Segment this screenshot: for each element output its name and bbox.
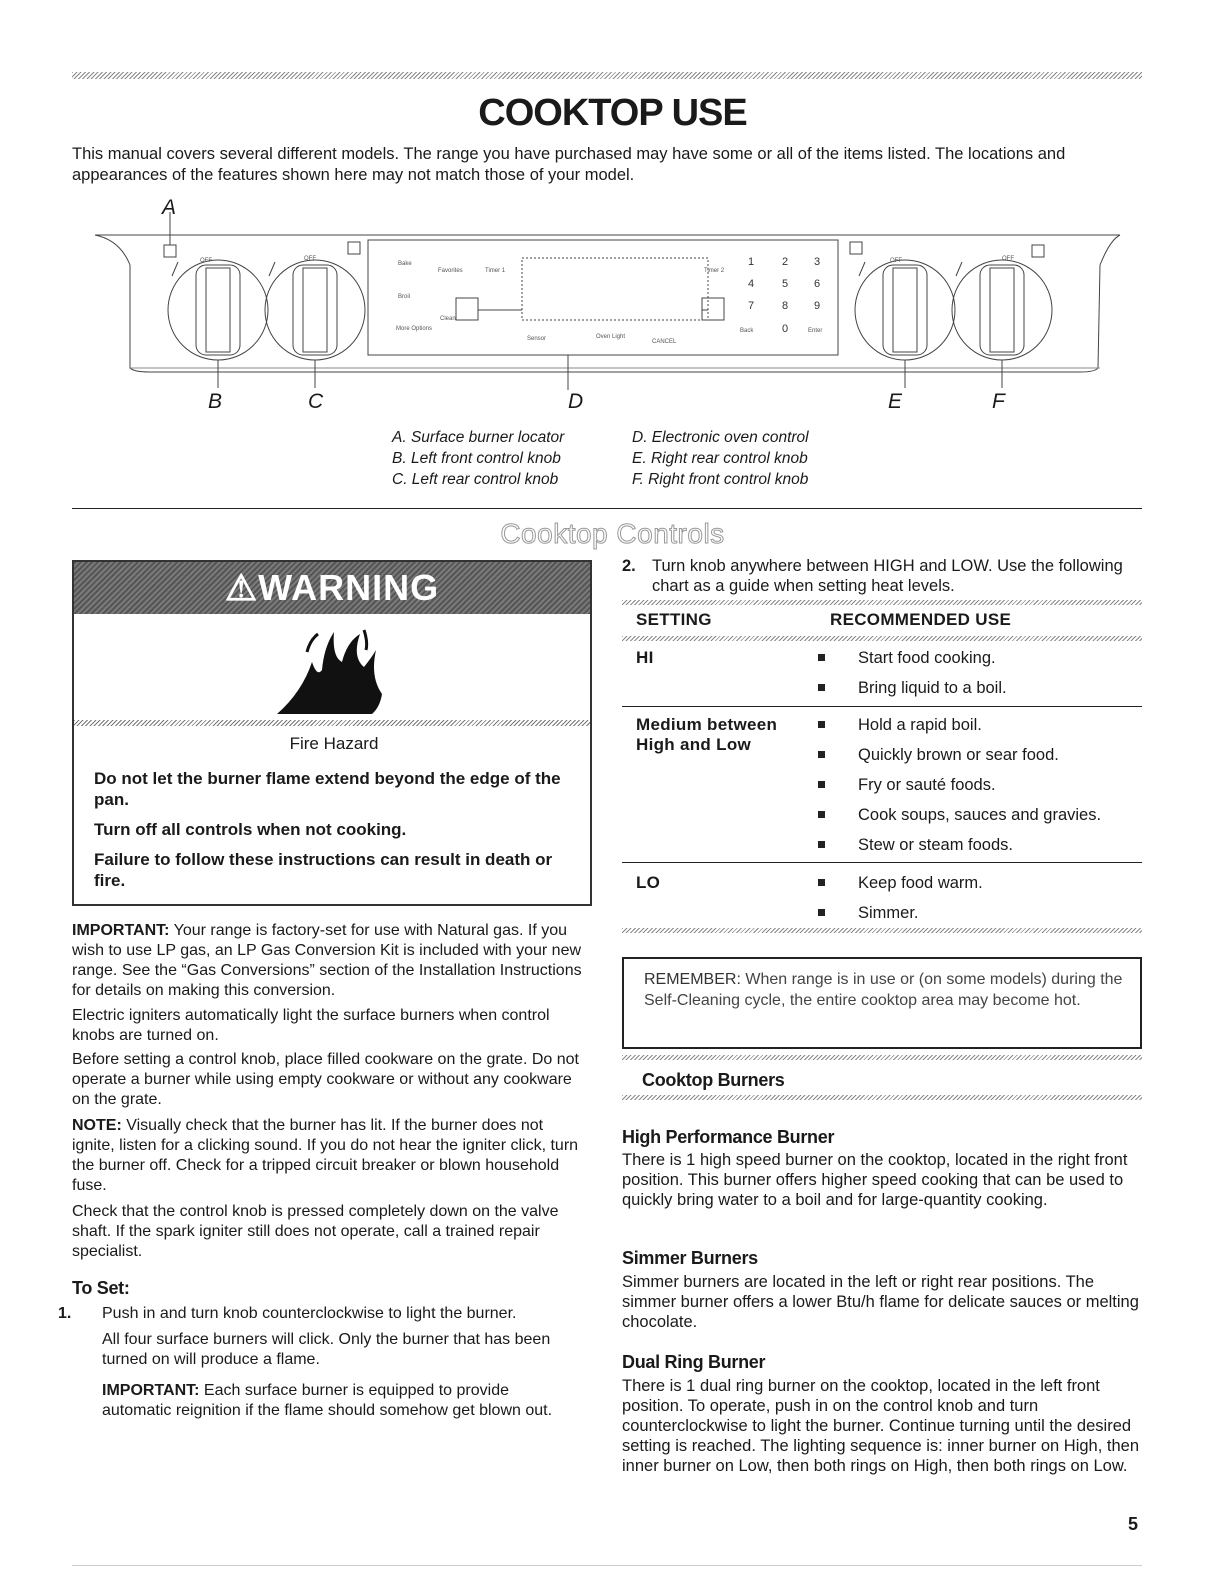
simmer-burners-heading: Simmer Burners [622, 1248, 758, 1268]
caption-b: B. Left front control knob [392, 450, 561, 467]
cancel-key: CANCEL [652, 339, 677, 345]
remember-text: When range is in use or (on some models) during the Self-Cleaning cycle, the entire cooktop area may become hot. [644, 971, 1123, 1009]
warning-triangle-icon: ⚠ [224, 567, 259, 608]
high-performance-text: There is 1 high speed burner on the cooktop, located in the right front position. This burner offers higher speed cooking that can be used to quickly bring water to a boil and for large-quantity cooking. [622, 1151, 1128, 1209]
warning-line: Turn off all controls when not cooking. [94, 820, 407, 839]
clean-key: Clean [440, 316, 456, 322]
warning-box [72, 560, 592, 906]
keypad-6: 6 [814, 278, 821, 290]
warning-divider [74, 720, 590, 726]
caption-f: F. Right front control knob [632, 471, 809, 488]
table-header-hatch [622, 636, 1142, 641]
oven-light-key: Oven Light [596, 334, 626, 340]
diagram-letter-d: D [568, 390, 584, 413]
control-panel-illustration [90, 190, 1125, 420]
simmer-burners-text: Simmer burners are located in the left or right rear positions. The simmer burner offers a lower Btu/h flame for delicate sauces or melting chocolate. [622, 1273, 1139, 1331]
table-row-rule [622, 862, 1142, 863]
caption-a: A. Surface burner locator [392, 429, 565, 446]
important-reignition-text: Each surface burner is equipped to provide automatic reignition if the flame should somehow get blown out. [102, 1382, 553, 1419]
dual-ring-heading: Dual Ring Burner [622, 1352, 766, 1372]
note-text: Visually check that the burner has lit. If the burner does not ignite, listen for a clicking sound. If you do not hear the igniter click, turn the burner off. Check for a tripped circuit breaker or blown household fuse. [72, 1117, 579, 1194]
burners-bottom-hatch [622, 1095, 1142, 1100]
timer2-key: Timer 2 [704, 268, 725, 274]
keypad-5: 5 [782, 278, 789, 290]
warning-subtitle: Fire Hazard [289, 734, 379, 753]
diagram-letter-c: C [308, 390, 324, 413]
page-number: 5 [1128, 1514, 1139, 1534]
caption-e: E. Right rear control knob [632, 450, 808, 467]
setting-column-header: SETTING [636, 610, 712, 629]
step-2-number: 2. [622, 557, 636, 575]
important-reignition-paragraph [102, 1381, 577, 1421]
section-title: Cooktop Controls [500, 518, 725, 549]
page-title: COOKTOP USE [478, 92, 747, 134]
warning-line: Failure to follow these instructions can result in death or fire. [94, 850, 553, 890]
enter-key: Enter [808, 328, 823, 334]
note-paragraph [72, 1116, 587, 1196]
broil-key: Broil [398, 294, 411, 300]
diagram-letter-b: B [208, 390, 223, 413]
step-1-number: 1. [58, 1305, 72, 1322]
step-1-subtext: All four surface burners will click. Only the burner that has been turned on will produce a flame. [102, 1331, 551, 1368]
important-label: IMPORTANT: [102, 1382, 200, 1399]
keypad-2: 2 [782, 256, 789, 268]
section-rule [72, 508, 1142, 509]
table-row-rule [622, 706, 1142, 707]
control-panel-diagram [90, 190, 1125, 420]
warning-line: Do not let the burner flame extend beyond the edge of the pan. [94, 769, 561, 809]
more-options-key: More Options [396, 326, 433, 332]
diagram-letter-f: F [992, 390, 1005, 413]
cooktop-burners-heading: Cooktop Burners [642, 1070, 785, 1090]
diagram-letter-a: A [162, 196, 177, 219]
favorites-key: Favorites [438, 268, 463, 274]
warning-body [94, 734, 574, 900]
intro-text: This manual covers several different models. The range you have purchased may have some or all of the items listed. The locations and appearances of the features shown here may not match those of your model. [72, 145, 1066, 184]
caption-d: D. Electronic oven control [632, 429, 809, 446]
knob-off-label: OFF [1002, 256, 1014, 262]
keypad-9: 9 [814, 300, 821, 312]
check-knob-paragraph: Check that the control knob is pressed completely down on the valve shaft. If the spark igniter still does not operate, call a trained repair specialist. [72, 1203, 559, 1260]
recommended-use-column-header: RECOMMENDED USE [830, 610, 1012, 629]
before-setting-paragraph: Before setting a control knob, place filled cookware on the grate. Do not operate a burner while using empty cookware or without any cookware on the grate. [72, 1051, 579, 1108]
diagram-letter-e: E [888, 390, 903, 413]
high-performance-heading: High Performance Burner [622, 1127, 835, 1147]
keypad-7: 7 [748, 300, 755, 312]
table-bottom-hatch [622, 928, 1142, 933]
step-1-text: Push in and turn knob counterclockwise to light the burner. [102, 1305, 517, 1322]
step-2-text: Turn knob anywhere between HIGH and LOW. Use the following chart as a guide when setting heat levels. [652, 557, 1123, 595]
knob-off-label: OFF [304, 256, 316, 262]
to-set-heading: To Set: [72, 1278, 130, 1298]
bake-key: Bake [398, 261, 412, 267]
keypad-8: 8 [782, 300, 789, 312]
caption-c: C. Left rear control knob [392, 471, 559, 488]
important-gas-text: Your range is factory-set for use with Natural gas. If you wish to use LP gas, an LP Gas Conversion Kit is included with your new range. See the “Gas Conversions” section of the Installation Instructions for details on making this conversion. [72, 922, 582, 999]
bottom-rule [72, 1565, 1142, 1566]
dual-ring-text: There is 1 dual ring burner on the cooktop, located in the left front position. To operate, push in on the control knob and turn counterclockwise to light the burner. Continue turning until the desired setting is reached. The lighting sequence is: inner burner on High, then inner burner on Low, then both rings on High, then both rings on Low. [622, 1377, 1140, 1475]
knob-off-label: OFF [200, 258, 212, 264]
igniters-paragraph: Electric igniters automatically light the surface burners when control knobs are turned on. [72, 1007, 550, 1044]
knob-off-label: OFF [890, 258, 902, 264]
important-gas-paragraph [72, 921, 587, 1001]
keypad-1: 1 [748, 256, 755, 268]
warning-header [74, 562, 590, 614]
keypad-0: 0 [782, 323, 789, 335]
table-top-hatch [622, 600, 1142, 605]
warning-header-text: WARNING [258, 567, 440, 608]
setting-medium: Medium between High and Low [636, 715, 778, 754]
top-hatch-rule [72, 72, 1142, 79]
remember-label: REMEMBER: [644, 971, 741, 988]
important-label: IMPORTANT: [72, 922, 170, 939]
timer1-key: Timer 1 [485, 268, 506, 274]
sensor-key: Sensor [527, 336, 547, 342]
burners-top-hatch [622, 1055, 1142, 1060]
keypad-3: 3 [814, 256, 821, 268]
back-key: Back [740, 328, 754, 334]
setting-lo: LO [636, 873, 661, 892]
setting-hi: HI [636, 648, 654, 667]
note-label: NOTE: [72, 1117, 122, 1134]
remember-box [622, 957, 1142, 1049]
fire-hazard-icon [272, 622, 387, 717]
keypad-4: 4 [748, 278, 755, 290]
